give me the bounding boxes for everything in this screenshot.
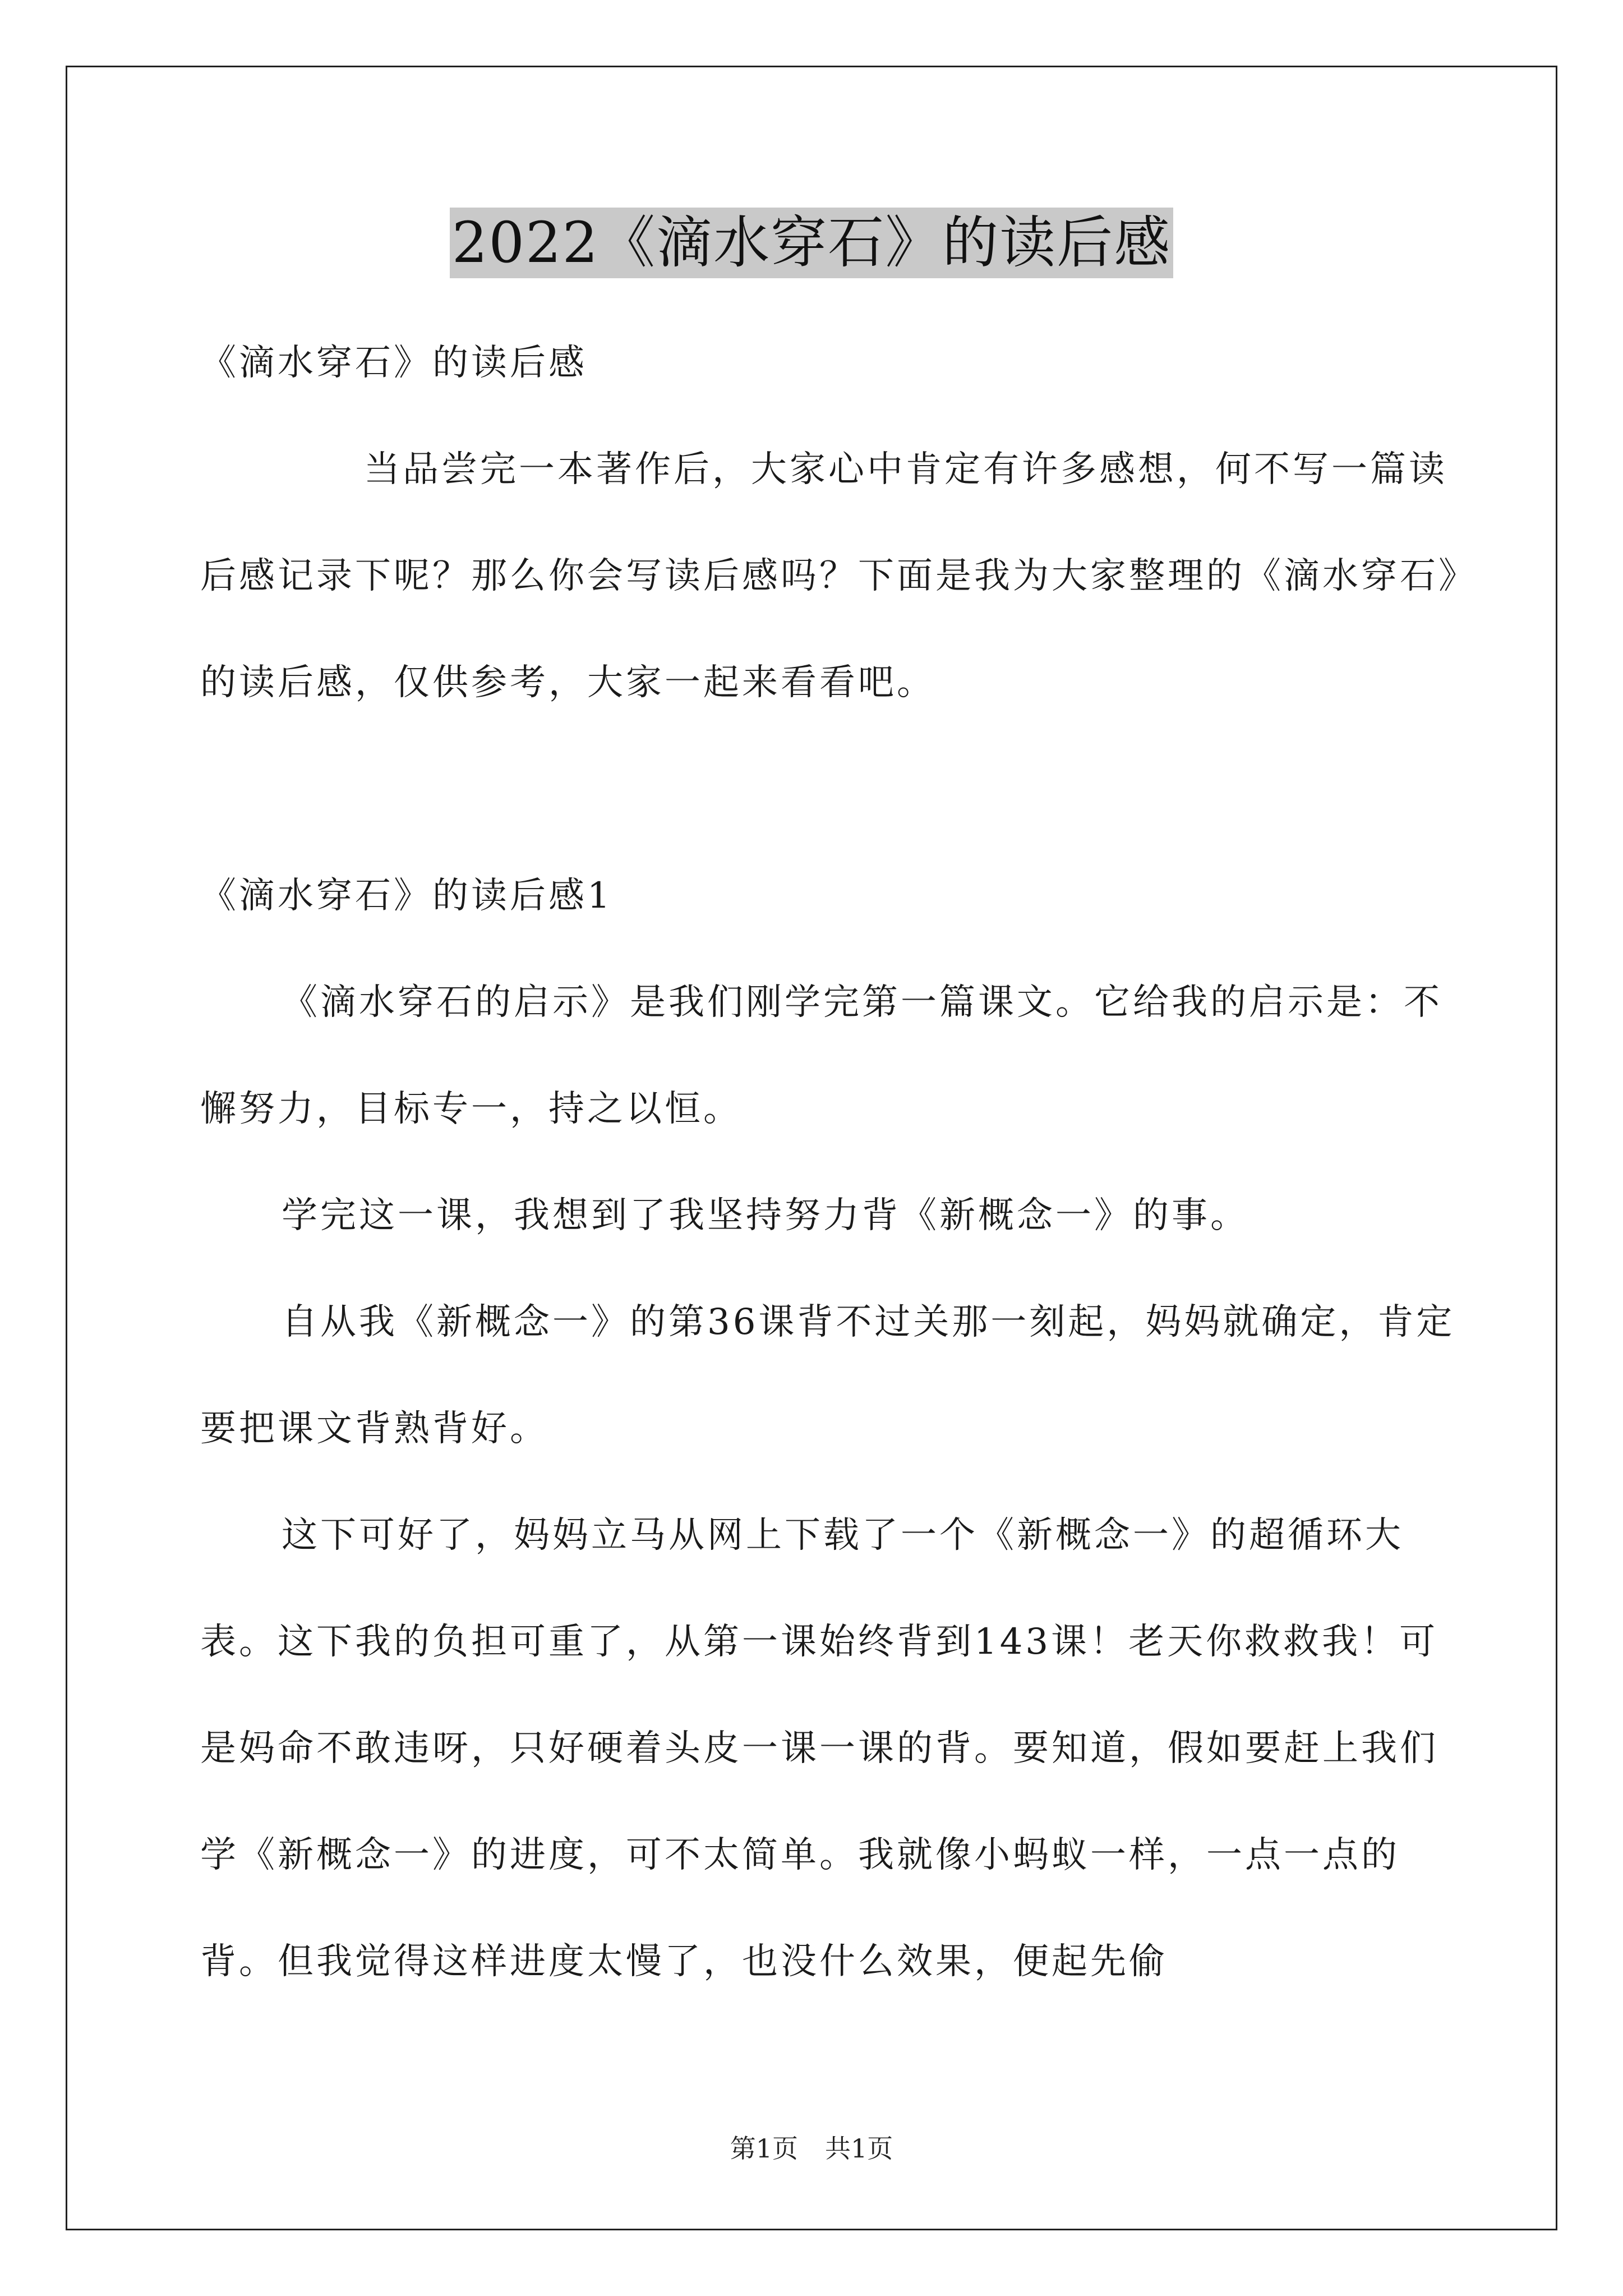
document-body: [200, 310, 1468, 2015]
paragraph-gap: [200, 736, 1468, 843]
body-paragraph: 这下可好了，妈妈立马从网上下载了一个《新概念一》的超循环大表。这下我的负担可重了，从第一课始终背到143课！老天你救救我！可是妈命不敢违呀，只好硬着头皮一课一课的背。要知道，假如要赶上我们学《新概念一》的进度，可不太简单。我就像小蚂蚁一样，一点一点的背。但我觉得这样进度太慢了，也没什么效果，便起先偷: [200, 1515, 1438, 1982]
intro-paragraph: 当品尝完一本著作后，大家心中肯定有许多感想，何不写一篇读后感记录下呢？那么你会写读后感吗？下面是我为大家整理的《滴水穿石》的读后感，仅供参考，大家一起来看看吧。: [200, 449, 1459, 703]
title-container: [0, 208, 1623, 278]
body-paragraph: 《滴水穿石的启示》是我们刚学完第一篇课文。它给我的启示是：不懈努力，目标专一，持之以恒。: [200, 982, 1442, 1130]
page-total: 共1页: [825, 2133, 893, 2164]
body-paragraph: 学完这一课，我想到了我坚持努力背《新概念一》的事。: [282, 1195, 1249, 1236]
document-subtitle: 《滴水穿石》的读后感: [200, 342, 587, 384]
body-paragraph: 自从我《新概念一》的第36课背不过关那一刻起，妈妈就确定，肯定要把课文背熟背好。: [200, 1301, 1455, 1450]
page-number: 第1页: [730, 2133, 798, 2164]
section-heading: 《滴水穿石》的读后感1: [200, 875, 613, 917]
document-title: 2022《滴水穿石》的读后感: [450, 208, 1174, 278]
page-footer: [0, 2132, 1623, 2165]
